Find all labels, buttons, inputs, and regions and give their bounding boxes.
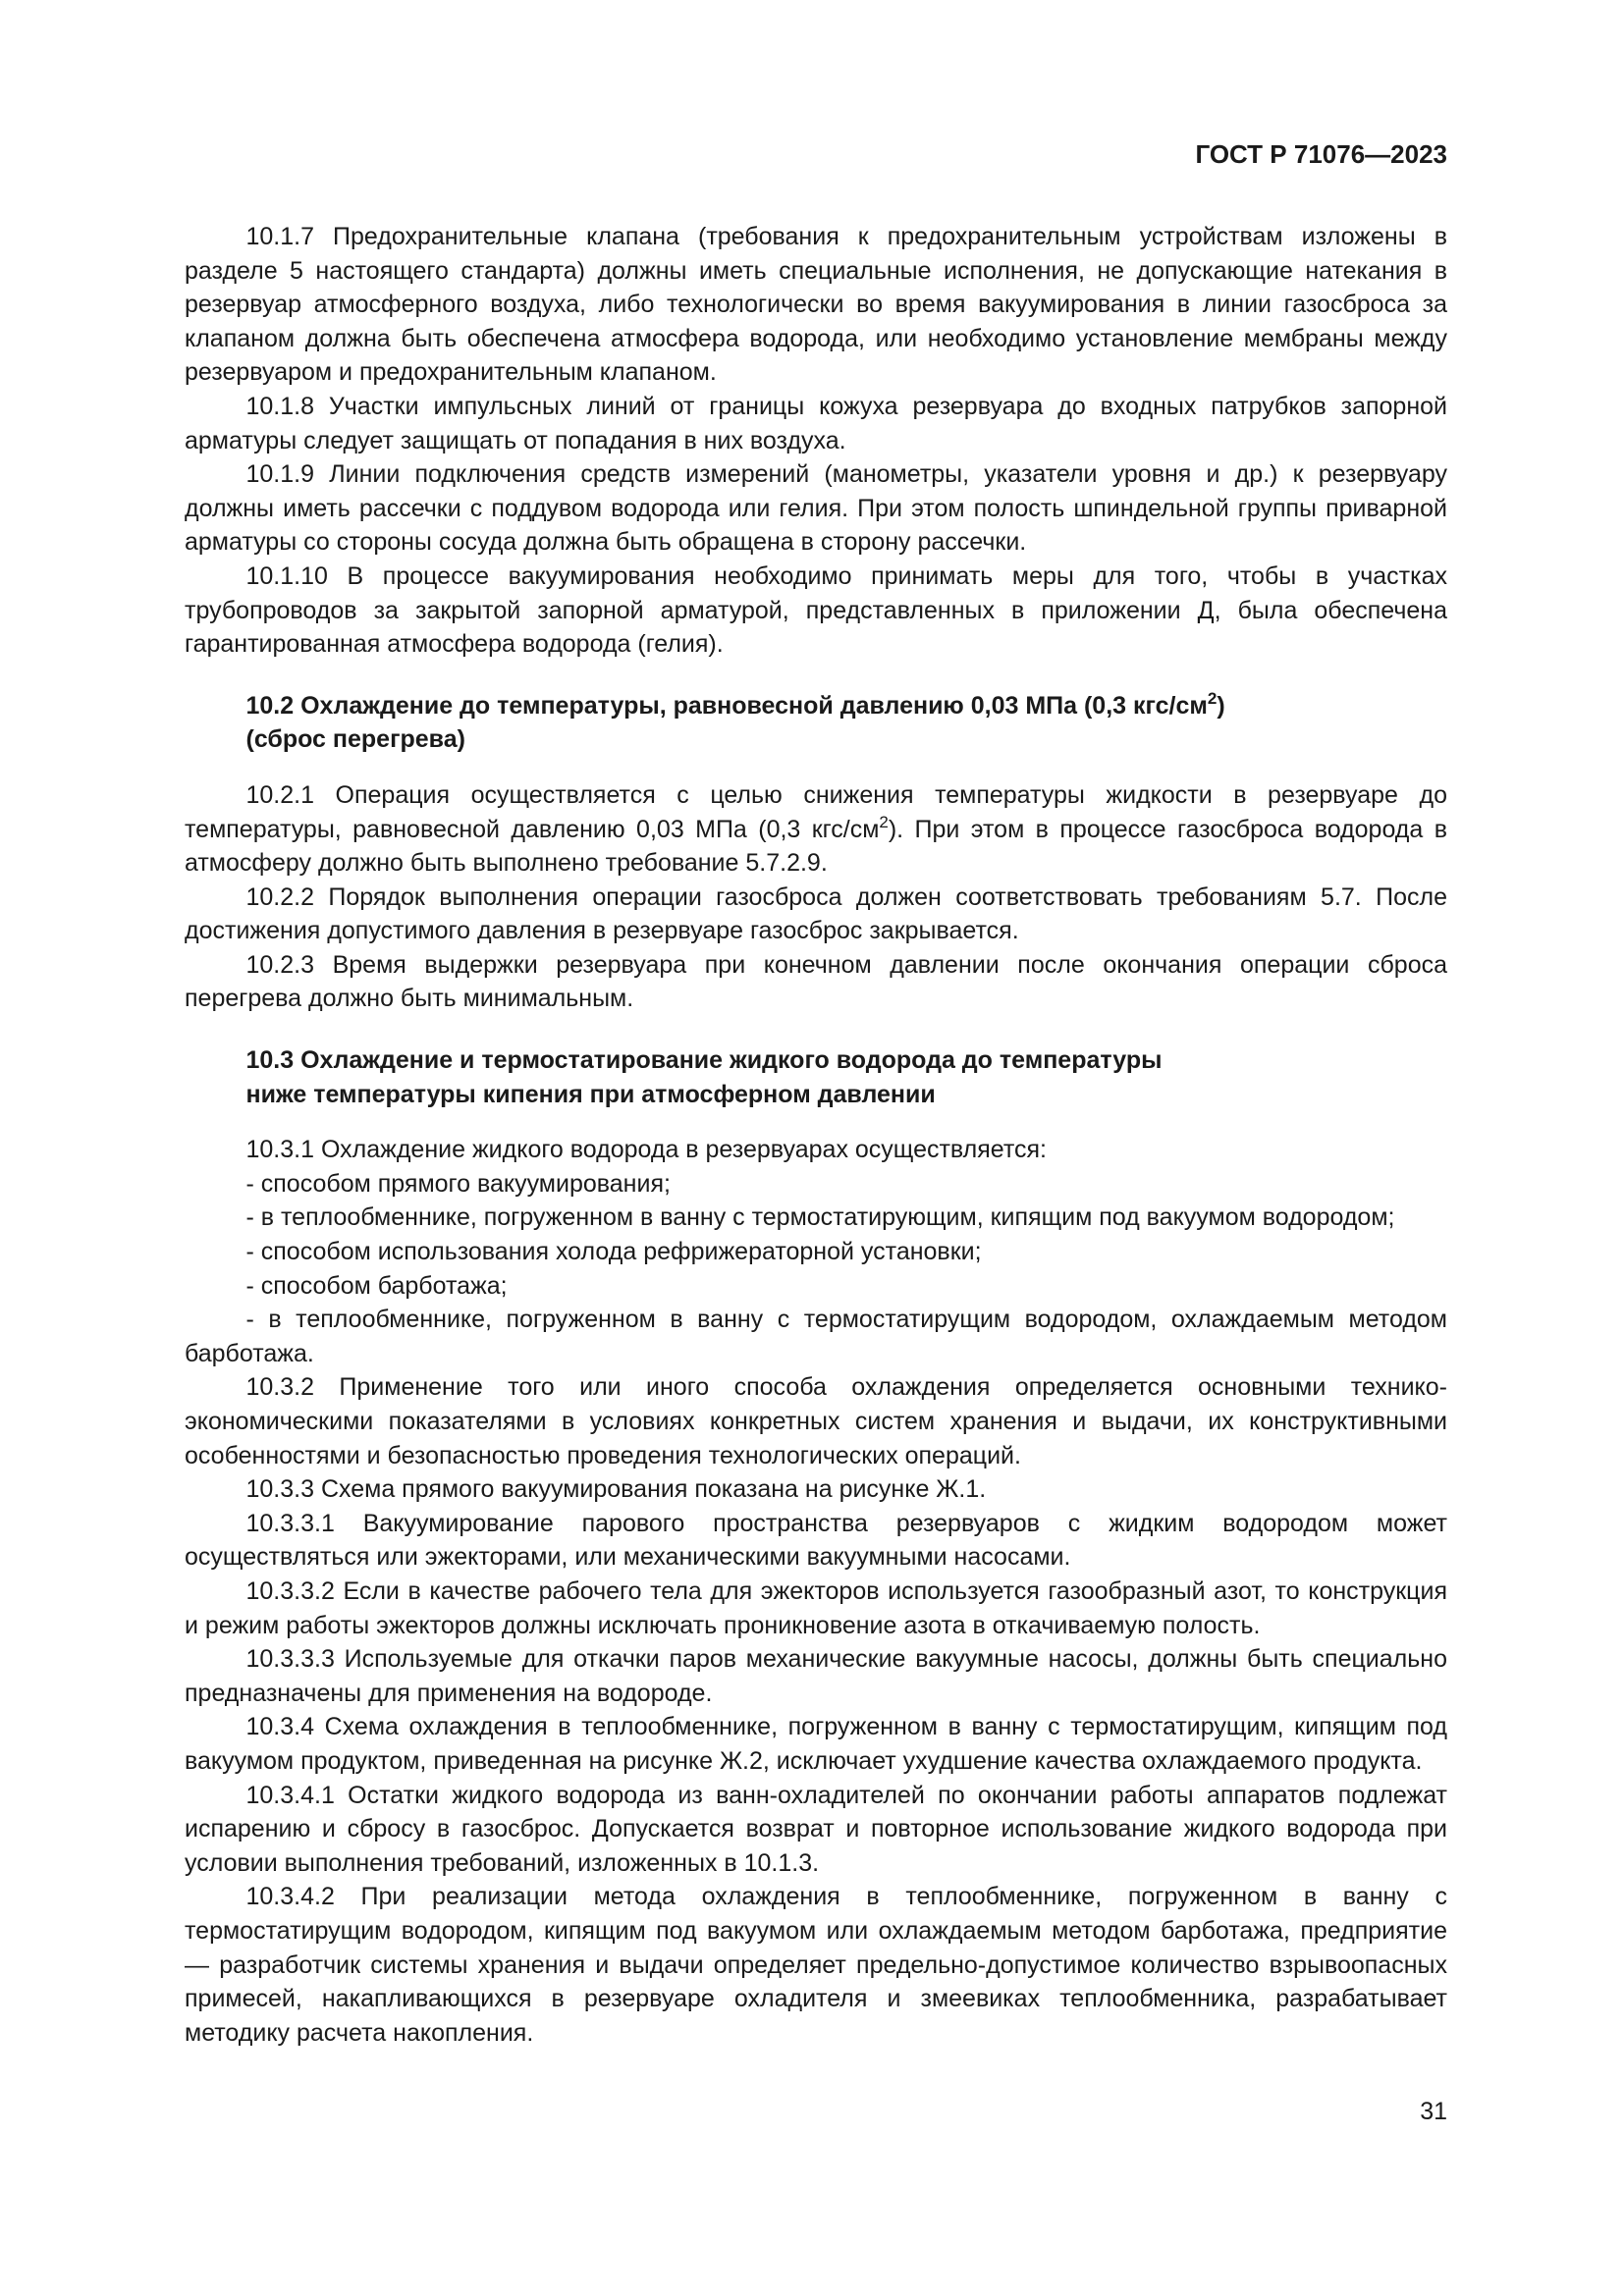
paragraph-10-3-4-2: 10.3.4.2 При реализации метода охлаждения в теплообменнике, погруженном в ванну с термостатирущим водородом, кипящим под вакуумом или охлаждаемым методом барботажа, предприятие — разработчик системы хранения и выдачи определяет предельно-допустимое количество взрывоопасных примесей, накапливающихся в резервуаре охладителя и змеевиках теплообменника, разрабатывает методику расчета накопления. (185, 1883, 1447, 2047)
document-page (185, 137, 1447, 2050)
heading-line: 10.2 Охлаждение до температуры, равновесной давлению 0,03 МПа (0,3 кгс/$см^2$) (245, 689, 1225, 720)
paragraph-10-3-4: 10.3.4 Схема охлаждения в теплообменнике, погруженном в ванну с термостатирущим, кипящим под вакуумом продуктом, приведенная на рисунке Ж.2, исключает ухудшение качества охлаждаемого продукта. (185, 1713, 1447, 1775)
paragraph-10-1-7: 10.1.7 Предохранительные клапана (требования к предохранительным устройствам изложены в разделе 5 настоящего стандарта) должны иметь специальные исполнения, не допускающие натекания в резервуар атмосферного воздуха, либо технологически во время вакуумирования в линии газосброса за клапаном должна быть обеспечена атмосфера водорода, или необходимо установление мембраны между резервуаром и предохранительным клапаном. (185, 223, 1447, 387)
paragraph-10-3-1: 10.3.1 Охлаждение жидкого водорода в резервуарах осуществляется: (245, 1136, 1047, 1164)
paragraph-10-1-8: 10.1.8 Участки импульсных линий от границы кожуха резервуара до входных патрубков запорной арматуры следует защищать от попадания в них воздуха. (185, 392, 1447, 454)
paragraph-10-3-3-3: 10.3.3.3 Используемые для откачки паров механические вакуумные насосы, должны быть специально предназначены для применения на водороде. (185, 1645, 1447, 1707)
section-heading-10-2 (185, 689, 1447, 757)
paragraph-10-3-4-1: 10.3.4.1 Остатки жидкого водорода из ванн-охладителей по окончании работы аппаратов подлежат испарению и сбросу в газосброс. Допускается возврат и повторное использование жидкого водорода при условии выполнения требований, изложенных в 10.1.3. (185, 1781, 1447, 1877)
paragraph-10-3-2: 10.3.2 Применение того или иного способа охлаждения определяется основными технико-экономическими показателями в условиях конкретных систем хранения и выдачи, их конструктивными особенностями и безопасностью проведения технологических операций. (185, 1373, 1447, 1469)
heading-line: (сброс перегрева) (245, 725, 465, 754)
paragraph-10-1-10: 10.1.10 В процессе вакуумирования необходимо принимать меры для того, чтобы в участках трубопроводов за закрытой запорной арматурой, представленных в приложении Д, была обеспечена гарантированная атмосфера водорода (гелия). (185, 561, 1447, 659)
paragraph-10-2-1: 10.2.1 Операция осуществляется с целью снижения температуры жидкости в резервуаре до температуры, равновесной давлению 0,03 МПа (0,3 кгс/$см^2$). При этом в процессе газосброса водорода в атмосферу должно быть выполнено требование 5.7.2.9. (185, 780, 1447, 878)
list-item: - в теплообменнике, погруженном в ванну с термостатирущим водородом, охлаждаемым методом барботажа. (185, 1306, 1447, 1367)
paragraph-10-1-9: 10.1.9 Линии подключения средств измерений (манометры, указатели уровня и др.) к резервуару должны иметь рассечки с поддувом водорода или гелия. При этом полость шпиндельной группы приварной арматуры со стороны сосуда должна быть обращена в сторону рассечки. (185, 460, 1447, 557)
heading-line: 10.3 Охлаждение и термостатирование жидкого водорода до температуры (245, 1046, 1163, 1075)
paragraph-10-3-3: 10.3.3 Схема прямого вакуумирования показана на рисунке Ж.1. (245, 1475, 987, 1504)
list-item: - способом прямого вакуумирования; (245, 1169, 671, 1198)
list-item: - в теплообменнике, погруженном в ванну с термостатирующим, кипящим под вакуумом водородом; (245, 1203, 1395, 1232)
paragraph-10-3-3-1: 10.3.3.1 Вакуумирование парового пространства резервуаров с жидким водородом может осуществляться или эжекторами, или механическими вакуумными насосами. (185, 1509, 1447, 1572)
list-item: - способом барботажа; (245, 1271, 508, 1300)
page-number: 31 (1420, 2098, 1447, 2125)
paragraph-10-2-3: 10.2.3 Время выдержки резервуара при конечном давлении после окончания операции сброса перегрева должно быть минимальным. (185, 950, 1447, 1013)
heading-line: ниже температуры кипения при атмосферном давлении (245, 1080, 936, 1108)
paragraph-10-2-2: 10.2.2 Порядок выполнения операции газосброса должен соответствовать требованиям 5.7. После достижения допустимого давления в резервуаре газосброс закрывается. (185, 882, 1447, 945)
paragraph-10-3-3-2: 10.3.3.2 Если в качестве рабочего тела для эжекторов используется газообразный азот, то конструкция и режим работы эжекторов должны исключать проникновение азота в откачиваемую полость. (185, 1576, 1447, 1639)
section-heading-10-3 (185, 1043, 1447, 1111)
standard-designation: ГОСТ Р 71076—2023 (1195, 139, 1447, 169)
list-item: - способом использования холода рефрижераторной установки; (245, 1238, 982, 1266)
